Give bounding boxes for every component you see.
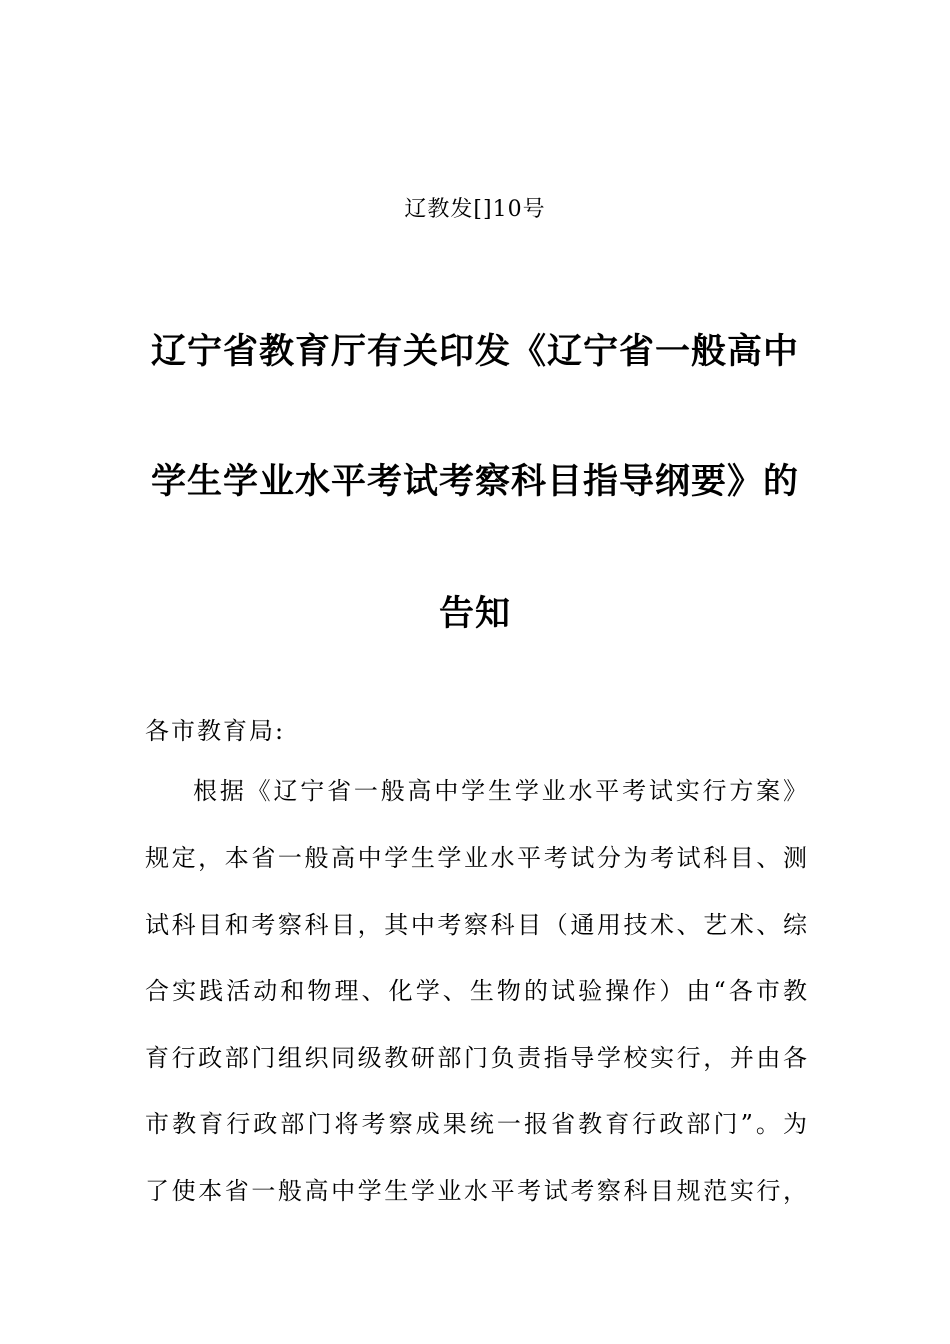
title-line-3: 告知 (438, 594, 511, 634)
salutation: 各市教育局: (145, 717, 286, 745)
body-line-3: 试科目和考察科目，其中考察科目（通用技术、艺术、综 (145, 911, 807, 939)
body-line-2: 规定，本省一般高中学生学业水平考试分为考试科目、测 (145, 844, 807, 872)
title-line-1: 辽宁省教育厅有关印发《辽宁省一般高中 (150, 332, 799, 372)
title-line-2: 学生学业水平考试考察科目指导纲要》的 (150, 462, 799, 502)
body-line-4: 合实践活动和物理、化学、生物的试验操作）由“各市教 (145, 977, 807, 1005)
document-number: 辽教发[]10号 (404, 197, 546, 222)
body-line-6: 市教育行政部门将考察成果统一报省教育行政部门”。为 (145, 1110, 807, 1138)
body-line-5: 育行政部门组织同级教研部门负责指导学校实行，并由各 (145, 1044, 807, 1072)
body-line-7: 了使本省一般高中学生学业水平考试考察科目规范实行， (145, 1177, 807, 1205)
body-line-1: 根据《辽宁省一般高中学生学业水平考试实行方案》 (193, 777, 807, 805)
